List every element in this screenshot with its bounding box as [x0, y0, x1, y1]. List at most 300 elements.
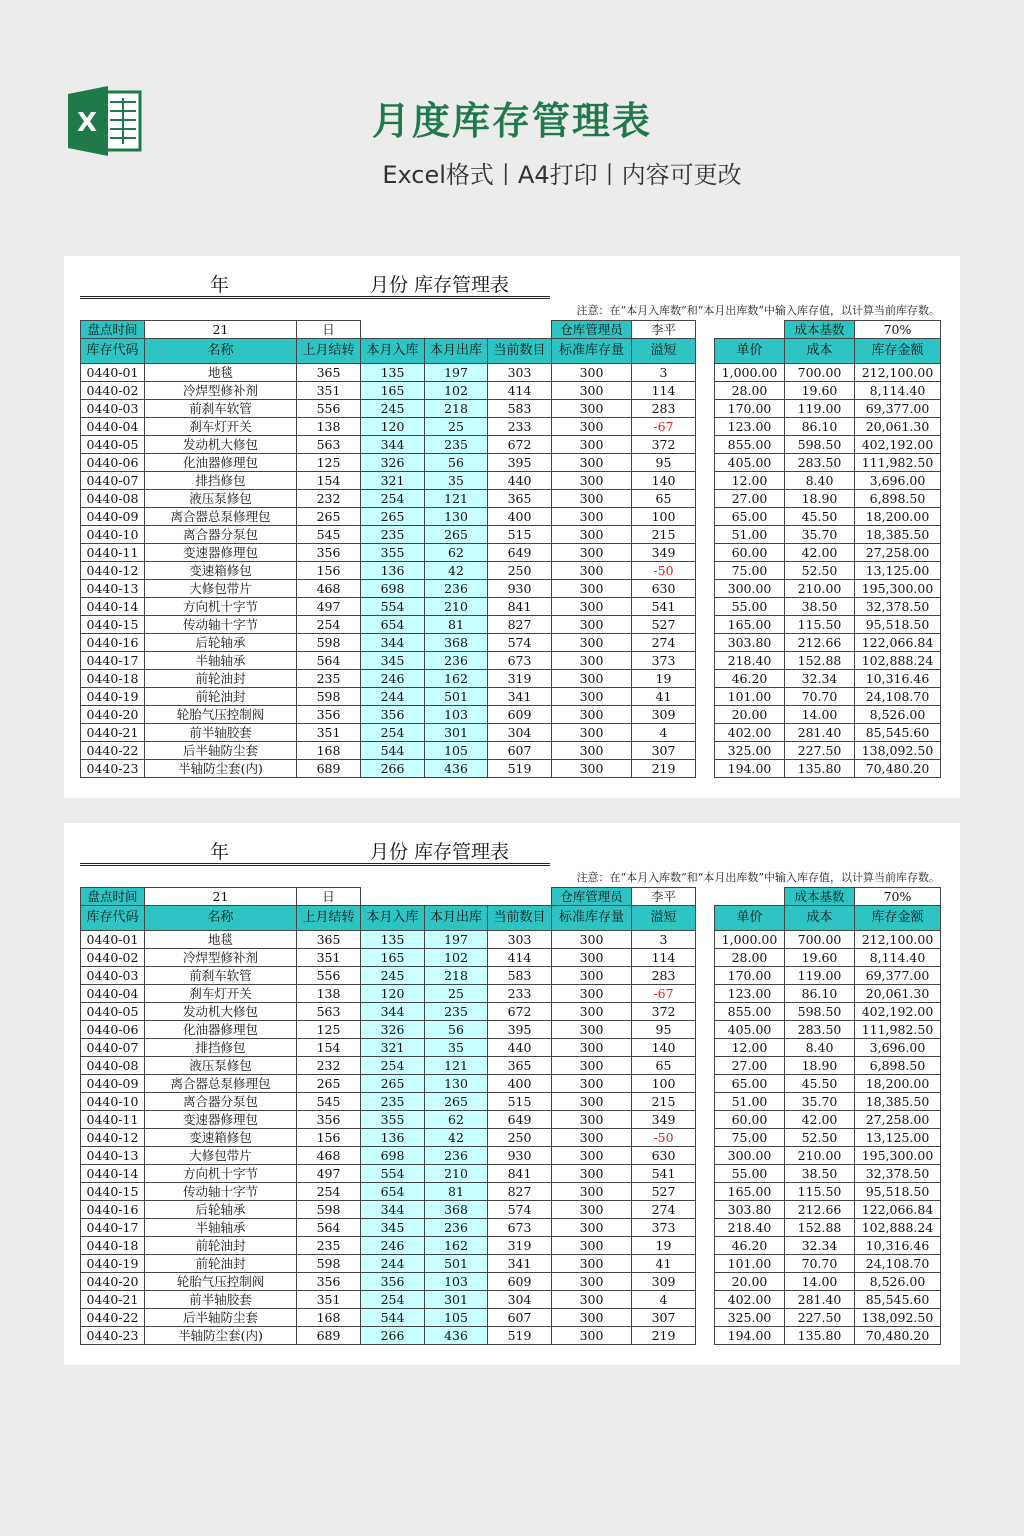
cell-in[interactable]: 326	[361, 454, 425, 472]
cell-price: 12.00	[715, 1039, 785, 1057]
cell-code: 0440-09	[81, 1075, 145, 1093]
column-header: 标准库存量	[552, 339, 632, 364]
cell-prev: 545	[297, 1093, 361, 1111]
cell-price: 325.00	[715, 1309, 785, 1327]
cell-cost: 14.00	[785, 1273, 855, 1291]
cell-cur: 673	[488, 1219, 552, 1237]
cell-out[interactable]: 197	[425, 931, 488, 949]
cell-amount: 85,545.60	[855, 1291, 941, 1309]
title-year: 年	[210, 274, 230, 296]
cell-code: 0440-22	[81, 1309, 145, 1327]
sheet-note: 注意：在“本月入库数”和“本月出库数”中输入库存值，以计算当前库存数。	[576, 304, 940, 317]
cell-prev: 125	[297, 454, 361, 472]
cell-out[interactable]: 25	[425, 985, 488, 1003]
cell-out[interactable]: 56	[425, 1021, 488, 1039]
cell-amount: 20,061.30	[855, 418, 941, 436]
cell-in[interactable]: 356	[361, 706, 425, 724]
cell-cur: 304	[488, 724, 552, 742]
cell-name: 半轴防尘套(内)	[145, 760, 297, 778]
cell-cur: 607	[488, 742, 552, 760]
cell-diff: -67	[632, 985, 696, 1003]
cell-code: 0440-19	[81, 1255, 145, 1273]
table-row	[715, 1327, 941, 1345]
cell-std: 300	[552, 400, 632, 418]
cell-code: 0440-04	[81, 418, 145, 436]
cell-code: 0440-11	[81, 1111, 145, 1129]
table-row	[81, 1255, 696, 1273]
table-row	[715, 1183, 941, 1201]
cell-in[interactable]: 165	[361, 949, 425, 967]
cell-in[interactable]: 136	[361, 1129, 425, 1147]
cell-cur: 841	[488, 598, 552, 616]
table-row	[81, 1129, 696, 1147]
cell-code: 0440-07	[81, 472, 145, 490]
cell-cost: 32.34	[785, 1237, 855, 1255]
cell-in[interactable]: 698	[361, 580, 425, 598]
table-row	[81, 760, 696, 778]
cell-diff: 274	[632, 1201, 696, 1219]
table-row	[715, 1219, 941, 1237]
cell-amount: 138,092.50	[855, 742, 941, 760]
cell-code: 0440-02	[81, 949, 145, 967]
cell-std: 300	[552, 742, 632, 760]
cell-name: 前轮油封	[145, 1255, 297, 1273]
cell-amount: 122,066.84	[855, 1201, 941, 1219]
cell-name: 后半轴防尘套	[145, 742, 297, 760]
cell-prev: 545	[297, 526, 361, 544]
cell-out[interactable]: 501	[425, 688, 488, 706]
table-row	[715, 1291, 941, 1309]
column-header: 溢短	[632, 339, 696, 364]
cell-out[interactable]: 265	[425, 526, 488, 544]
cell-cur: 930	[488, 1147, 552, 1165]
cell-prev: 356	[297, 544, 361, 562]
inventory-table	[80, 887, 696, 1345]
cell-cost: 283.50	[785, 454, 855, 472]
cell-amount: 18,200.00	[855, 1075, 941, 1093]
cell-in[interactable]: 698	[361, 1147, 425, 1165]
cell-prev: 154	[297, 472, 361, 490]
cell-diff: 215	[632, 526, 696, 544]
cell-price: 75.00	[715, 562, 785, 580]
info-row	[715, 321, 941, 339]
cell-out[interactable]: 236	[425, 1147, 488, 1165]
cell-in[interactable]: 254	[361, 1057, 425, 1075]
cell-in[interactable]: 120	[361, 985, 425, 1003]
cell-std: 300	[552, 454, 632, 472]
table-row	[81, 967, 696, 985]
table-row	[715, 949, 941, 967]
cell-prev: 138	[297, 985, 361, 1003]
cell-amount: 27,258.00	[855, 544, 941, 562]
cell-out[interactable]: 162	[425, 670, 488, 688]
cell-price: 28.00	[715, 949, 785, 967]
cell-std: 300	[552, 1219, 632, 1237]
cell-name: 离合器总泵修理包	[145, 508, 297, 526]
cell-prev: 598	[297, 634, 361, 652]
cell-cur: 583	[488, 400, 552, 418]
column-header: 当前数目	[488, 339, 552, 364]
cell-diff: 283	[632, 967, 696, 985]
cell-out[interactable]: 130	[425, 508, 488, 526]
table-row	[81, 436, 696, 454]
cell-prev: 235	[297, 1237, 361, 1255]
cell-cur: 649	[488, 1111, 552, 1129]
cell-out[interactable]: 56	[425, 454, 488, 472]
cell-name: 后轮轴承	[145, 1201, 297, 1219]
table-row	[81, 688, 696, 706]
cell-in[interactable]: 135	[361, 931, 425, 949]
cell-in[interactable]: 120	[361, 418, 425, 436]
cell-std: 300	[552, 472, 632, 490]
cell-std: 300	[552, 1129, 632, 1147]
cell-code: 0440-14	[81, 598, 145, 616]
cell-cost: 70.70	[785, 688, 855, 706]
cell-prev: 351	[297, 724, 361, 742]
cell-cost: 35.70	[785, 526, 855, 544]
cell-amount: 18,200.00	[855, 508, 941, 526]
table-row	[715, 418, 941, 436]
table-row	[715, 544, 941, 562]
table-row	[715, 706, 941, 724]
table-row	[81, 472, 696, 490]
cell-cur: 341	[488, 1255, 552, 1273]
inventory-sheet-2	[64, 823, 960, 1365]
cell-out[interactable]: 102	[425, 949, 488, 967]
cell-price: 55.00	[715, 598, 785, 616]
cell-amount: 27,258.00	[855, 1111, 941, 1129]
cell-out[interactable]: 210	[425, 1165, 488, 1183]
cell-in[interactable]: 654	[361, 1183, 425, 1201]
blank-cell	[488, 888, 552, 906]
table-row	[715, 526, 941, 544]
cell-std: 300	[552, 598, 632, 616]
cell-price: 75.00	[715, 1129, 785, 1147]
cell-price: 194.00	[715, 760, 785, 778]
cell-in[interactable]: 344	[361, 1003, 425, 1021]
cell-cost: 598.50	[785, 1003, 855, 1021]
table-row	[715, 688, 941, 706]
cell-name: 化油器修理包	[145, 1021, 297, 1039]
cell-out[interactable]: 121	[425, 1057, 488, 1075]
cell-diff: 219	[632, 1327, 696, 1345]
cell-prev: 168	[297, 742, 361, 760]
cell-code: 0440-05	[81, 436, 145, 454]
table-row	[715, 724, 941, 742]
cell-amount: 24,108.70	[855, 1255, 941, 1273]
header-row	[715, 339, 941, 364]
cell-price: 28.00	[715, 382, 785, 400]
info-row	[81, 888, 696, 906]
table-row	[715, 1129, 941, 1147]
cell-diff: 100	[632, 508, 696, 526]
table-row	[715, 400, 941, 418]
cell-cost: 14.00	[785, 706, 855, 724]
manager-label: 仓库管理员	[552, 321, 632, 339]
cell-code: 0440-09	[81, 508, 145, 526]
table-row	[81, 598, 696, 616]
cell-in[interactable]: 244	[361, 1255, 425, 1273]
cell-prev: 356	[297, 1273, 361, 1291]
cell-cur: 609	[488, 1273, 552, 1291]
cell-out[interactable]: 197	[425, 364, 488, 382]
cell-prev: 156	[297, 562, 361, 580]
table-row	[81, 1147, 696, 1165]
cell-in[interactable]: 235	[361, 1093, 425, 1111]
cell-cost: 32.34	[785, 670, 855, 688]
cell-out[interactable]: 103	[425, 706, 488, 724]
cell-out[interactable]: 210	[425, 598, 488, 616]
cell-diff: -50	[632, 1129, 696, 1147]
cell-cost: 38.50	[785, 1165, 855, 1183]
cell-in[interactable]: 554	[361, 598, 425, 616]
cell-cur: 250	[488, 1129, 552, 1147]
column-header: 成本	[785, 339, 855, 364]
cell-cur: 672	[488, 1003, 552, 1021]
cell-price: 1,000.00	[715, 364, 785, 382]
cell-amount: 111,982.50	[855, 1021, 941, 1039]
cell-in[interactable]: 554	[361, 1165, 425, 1183]
table-row	[715, 1255, 941, 1273]
cell-cur: 303	[488, 364, 552, 382]
cell-diff: 373	[632, 1219, 696, 1237]
cell-in[interactable]: 135	[361, 364, 425, 382]
cell-out[interactable]: 218	[425, 967, 488, 985]
cell-in[interactable]: 344	[361, 634, 425, 652]
table-row	[715, 508, 941, 526]
cell-in[interactable]: 654	[361, 616, 425, 634]
cell-cur: 365	[488, 1057, 552, 1075]
table-row	[81, 544, 696, 562]
cell-in[interactable]: 165	[361, 382, 425, 400]
cell-out[interactable]: 103	[425, 1273, 488, 1291]
cell-out[interactable]: 42	[425, 1129, 488, 1147]
table-row	[81, 1273, 696, 1291]
cell-in[interactable]: 356	[361, 1273, 425, 1291]
cell-code: 0440-18	[81, 1237, 145, 1255]
cell-prev: 254	[297, 616, 361, 634]
cell-in[interactable]: 245	[361, 400, 425, 418]
cell-in[interactable]: 321	[361, 472, 425, 490]
cell-in[interactable]: 246	[361, 670, 425, 688]
table-row	[81, 616, 696, 634]
cell-in[interactable]: 266	[361, 760, 425, 778]
cell-out[interactable]: 25	[425, 418, 488, 436]
cell-price: 170.00	[715, 967, 785, 985]
column-header: 本月出库	[425, 906, 488, 931]
cell-prev: 563	[297, 1003, 361, 1021]
cell-out[interactable]: 35	[425, 1039, 488, 1057]
cell-out[interactable]: 105	[425, 1309, 488, 1327]
cell-in[interactable]: 321	[361, 1039, 425, 1057]
cell-in[interactable]: 326	[361, 1021, 425, 1039]
table-row	[81, 526, 696, 544]
cell-std: 300	[552, 1309, 632, 1327]
cell-prev: 351	[297, 1291, 361, 1309]
cell-price: 194.00	[715, 1327, 785, 1345]
cell-diff: 309	[632, 706, 696, 724]
cell-price: 165.00	[715, 616, 785, 634]
cell-out[interactable]: 105	[425, 742, 488, 760]
cell-in[interactable]: 544	[361, 742, 425, 760]
cell-in[interactable]: 266	[361, 1327, 425, 1345]
cell-diff: 274	[632, 634, 696, 652]
cell-name: 排挡修包	[145, 1039, 297, 1057]
cell-prev: 235	[297, 670, 361, 688]
cell-in[interactable]: 355	[361, 1111, 425, 1129]
cell-out[interactable]: 218	[425, 400, 488, 418]
cell-out[interactable]: 35	[425, 472, 488, 490]
inventory-table	[80, 320, 696, 778]
cell-diff: 3	[632, 931, 696, 949]
cell-in[interactable]: 254	[361, 1291, 425, 1309]
count-time-value[interactable]: 21	[145, 321, 297, 339]
cell-code: 0440-07	[81, 1039, 145, 1057]
cell-diff: 140	[632, 472, 696, 490]
cell-out[interactable]: 42	[425, 562, 488, 580]
cost-base-value[interactable]: 70%	[855, 888, 941, 906]
cell-prev: 365	[297, 364, 361, 382]
count-time-label: 盘点时间	[81, 888, 145, 906]
cell-in[interactable]: 244	[361, 688, 425, 706]
cell-in[interactable]: 254	[361, 490, 425, 508]
table-row	[81, 706, 696, 724]
cell-diff: 114	[632, 382, 696, 400]
cell-in[interactable]: 544	[361, 1309, 425, 1327]
cell-cur: 319	[488, 1237, 552, 1255]
cell-out[interactable]: 121	[425, 490, 488, 508]
cell-name: 大修包带片	[145, 1147, 297, 1165]
cell-in[interactable]: 254	[361, 724, 425, 742]
cell-in[interactable]: 355	[361, 544, 425, 562]
cell-in[interactable]: 246	[361, 1237, 425, 1255]
cell-out[interactable]: 81	[425, 616, 488, 634]
column-header: 库存代码	[81, 339, 145, 364]
cell-out[interactable]: 436	[425, 1327, 488, 1345]
cell-cost: 45.50	[785, 508, 855, 526]
cell-in[interactable]: 344	[361, 436, 425, 454]
table-row	[81, 1111, 696, 1129]
cell-diff: -50	[632, 562, 696, 580]
header-row	[715, 906, 941, 931]
page-subtitle: Excel格式丨A4打印丨内容可更改	[382, 161, 742, 189]
table-row	[715, 616, 941, 634]
cell-diff: 95	[632, 454, 696, 472]
cell-in[interactable]: 345	[361, 1219, 425, 1237]
column-header: 库存代码	[81, 906, 145, 931]
cell-price: 170.00	[715, 400, 785, 418]
cell-out[interactable]: 62	[425, 544, 488, 562]
column-header: 库存金额	[855, 339, 941, 364]
cell-code: 0440-10	[81, 1093, 145, 1111]
cell-cost: 227.50	[785, 742, 855, 760]
cell-name: 方向机十字节	[145, 598, 297, 616]
cell-prev: 689	[297, 760, 361, 778]
cell-std: 300	[552, 1075, 632, 1093]
day-label: 日	[297, 888, 361, 906]
cell-in[interactable]: 265	[361, 508, 425, 526]
cell-out[interactable]: 235	[425, 1003, 488, 1021]
cell-out[interactable]: 130	[425, 1075, 488, 1093]
cell-out[interactable]: 301	[425, 724, 488, 742]
cell-diff: 3	[632, 364, 696, 382]
cell-out[interactable]: 235	[425, 436, 488, 454]
cell-out[interactable]: 236	[425, 1219, 488, 1237]
cell-out[interactable]: 368	[425, 634, 488, 652]
cell-out[interactable]: 236	[425, 652, 488, 670]
cell-amount: 8,114.40	[855, 382, 941, 400]
cell-out[interactable]: 102	[425, 382, 488, 400]
table-row	[81, 454, 696, 472]
cell-in[interactable]: 265	[361, 1075, 425, 1093]
sheet-title	[80, 270, 550, 299]
table-row	[81, 1309, 696, 1327]
count-time-value[interactable]: 21	[145, 888, 297, 906]
cell-out[interactable]: 162	[425, 1237, 488, 1255]
cell-price: 123.00	[715, 985, 785, 1003]
cell-out[interactable]: 501	[425, 1255, 488, 1273]
cell-out[interactable]: 301	[425, 1291, 488, 1309]
cell-prev: 232	[297, 1057, 361, 1075]
table-row	[81, 382, 696, 400]
cell-out[interactable]: 436	[425, 760, 488, 778]
cell-amount: 122,066.84	[855, 634, 941, 652]
cell-in[interactable]: 344	[361, 1201, 425, 1219]
cell-out[interactable]: 62	[425, 1111, 488, 1129]
cell-in[interactable]: 345	[361, 652, 425, 670]
inventory-sheet-1	[64, 256, 960, 798]
cell-diff: 140	[632, 1039, 696, 1057]
cell-code: 0440-18	[81, 670, 145, 688]
cell-std: 300	[552, 1255, 632, 1273]
manager-value[interactable]: 李平	[632, 321, 696, 339]
cell-amount: 402,192.00	[855, 1003, 941, 1021]
cell-cur: 414	[488, 382, 552, 400]
cell-cur: 930	[488, 580, 552, 598]
blank-cell	[715, 321, 785, 339]
cell-out[interactable]: 265	[425, 1093, 488, 1111]
table-row	[715, 760, 941, 778]
cell-cost: 70.70	[785, 1255, 855, 1273]
cell-prev: 265	[297, 1075, 361, 1093]
cell-out[interactable]: 81	[425, 1183, 488, 1201]
cell-price: 402.00	[715, 1291, 785, 1309]
cell-prev: 564	[297, 1219, 361, 1237]
cell-out[interactable]: 368	[425, 1201, 488, 1219]
cell-std: 300	[552, 1057, 632, 1075]
cell-price: 165.00	[715, 1183, 785, 1201]
cost-base-value[interactable]: 70%	[855, 321, 941, 339]
header-row	[81, 339, 696, 364]
cell-name: 前半轴胶套	[145, 1291, 297, 1309]
cell-cost: 115.50	[785, 1183, 855, 1201]
cell-code: 0440-15	[81, 616, 145, 634]
cell-diff: 65	[632, 490, 696, 508]
cell-out[interactable]: 236	[425, 580, 488, 598]
table-row	[715, 580, 941, 598]
cell-name: 后半轴防尘套	[145, 1309, 297, 1327]
cell-amount: 212,100.00	[855, 931, 941, 949]
cell-in[interactable]: 136	[361, 562, 425, 580]
cell-in[interactable]: 245	[361, 967, 425, 985]
cell-cur: 341	[488, 688, 552, 706]
cell-std: 300	[552, 931, 632, 949]
cell-in[interactable]: 235	[361, 526, 425, 544]
table-row	[715, 1273, 941, 1291]
cell-prev: 356	[297, 1111, 361, 1129]
manager-value[interactable]: 李平	[632, 888, 696, 906]
cell-name: 冷焊型修补剂	[145, 949, 297, 967]
